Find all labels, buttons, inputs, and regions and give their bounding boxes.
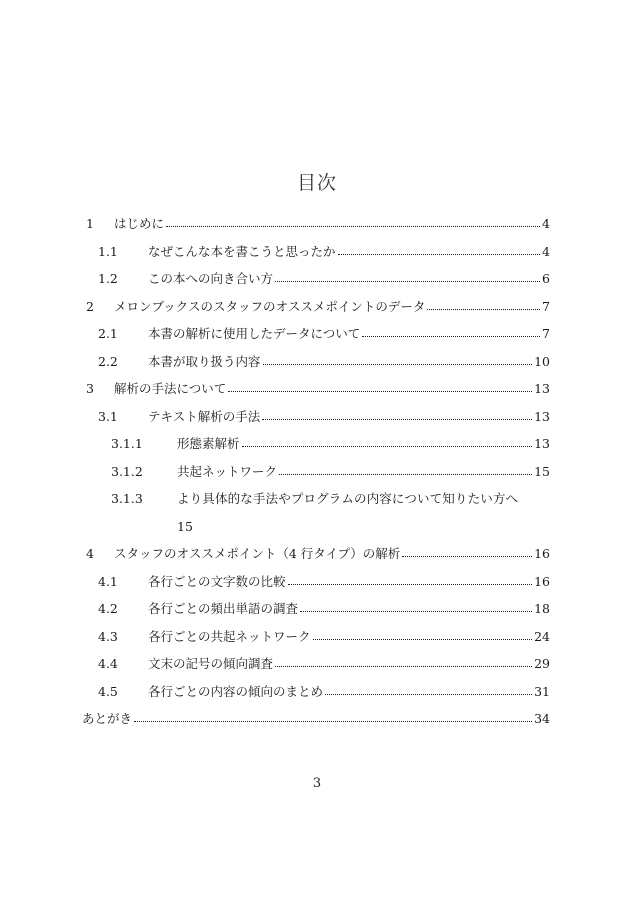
toc-entry[interactable] — [82, 705, 550, 733]
toc-entry-number: 4.5 — [98, 683, 118, 699]
toc-entry-page: 10 — [534, 353, 550, 369]
toc-entry[interactable] — [82, 650, 550, 678]
toc-entry-number: 4 — [86, 546, 94, 561]
toc-leader-dots — [338, 244, 541, 256]
toc-entry-number: 4.3 — [98, 628, 118, 644]
toc-entry-page: 29 — [534, 656, 550, 671]
toc-entry-title: メロンブックスのスタッフのオススメポイントのデータ — [114, 298, 426, 314]
toc-entry-line — [148, 568, 550, 596]
toc-entry[interactable] — [82, 320, 550, 348]
toc-entry-number: 3.1.2 — [111, 463, 143, 479]
toc-entry-title: テキスト解析の手法 — [148, 408, 261, 424]
toc-entry-page: 16 — [534, 546, 550, 561]
toc-entry[interactable] — [82, 210, 550, 238]
toc-entry-number: 2.1 — [98, 326, 118, 341]
toc-entry-page: 16 — [534, 573, 550, 589]
toc-entry-title: 各行ごとの共起ネットワーク — [148, 628, 311, 644]
toc-entry-title: この本への向き合い方 — [148, 271, 274, 286]
toc-entry-number: 1.1 — [98, 243, 118, 259]
toc-entry-number: 4.4 — [98, 656, 118, 671]
toc-entry-title: より具体的な手法やプログラムの内容について知りたい方へ — [177, 491, 519, 506]
toc-leader-dots — [166, 216, 540, 228]
toc-entry[interactable] — [82, 265, 550, 293]
toc-entry-line — [148, 595, 550, 623]
toc-entry-number: 3.1.3 — [111, 491, 143, 506]
toc-leader-dots — [242, 436, 533, 448]
toc-leader-dots — [279, 464, 532, 476]
toc-entry[interactable] — [82, 458, 550, 486]
toc-entry-number: 3.1.1 — [111, 436, 143, 451]
toc-entry-page: 13 — [534, 381, 550, 396]
toc-entry-page: 6 — [542, 271, 550, 286]
toc-entry-line — [148, 238, 550, 266]
toc-entry-page: 7 — [542, 326, 550, 341]
toc-leader-dots — [228, 381, 532, 393]
toc-leader-dots — [300, 601, 532, 613]
toc-entry-title: なぜこんな本を書こうと思ったか — [148, 243, 336, 259]
toc-leader-dots — [275, 656, 532, 668]
toc-entry-number: 1 — [86, 216, 94, 231]
toc-leader-dots — [262, 409, 532, 421]
toc-entry-page: 13 — [534, 436, 550, 451]
toc-entry-line — [148, 348, 550, 376]
toc-entry-line — [148, 320, 550, 348]
toc-entry-page: 18 — [534, 601, 550, 616]
toc-leader-dots — [263, 354, 533, 366]
toc-entry-page: 7 — [542, 298, 550, 314]
toc-entry-line — [114, 210, 550, 238]
toc-leader-dots — [427, 299, 540, 311]
toc-entry-line — [148, 623, 550, 651]
toc-entry-title: 各行ごとの文字数の比較 — [148, 573, 286, 589]
toc-leader-dots — [134, 711, 532, 723]
toc-entry-title: 本書が取り扱う内容 — [148, 353, 261, 369]
toc-entry-line — [177, 458, 550, 486]
toc-entry[interactable] — [82, 238, 550, 266]
toc-entry-line — [148, 403, 550, 431]
toc-entry[interactable] — [82, 375, 550, 403]
toc-entry-number: 1.2 — [98, 271, 118, 286]
toc-leader-dots — [288, 574, 533, 586]
toc-entry[interactable] — [82, 540, 550, 568]
toc-entry-number: 3.1 — [98, 408, 118, 424]
toc-entry-title: 文末の記号の傾向調査 — [148, 656, 274, 671]
toc-entry[interactable] — [82, 623, 550, 651]
toc-entry-title: 解析の手法について — [114, 381, 227, 396]
page-title: 目次 — [296, 172, 337, 194]
toc-entry-title: はじめに — [114, 216, 165, 231]
toc-entry-title: 共起ネットワーク — [177, 463, 278, 479]
page-number: 3 — [312, 776, 322, 791]
toc-entry[interactable] — [82, 403, 550, 431]
toc-leader-dots — [402, 546, 532, 558]
toc-entry-page: 15 — [177, 518, 193, 534]
toc-entry[interactable] — [82, 678, 550, 706]
toc-entry[interactable] — [82, 595, 550, 623]
toc-leader-dots — [275, 271, 540, 283]
toc-entry-number: 4.2 — [98, 601, 118, 616]
toc-entry-page: 24 — [534, 628, 550, 644]
toc-entry-line — [177, 430, 550, 458]
table-of-contents — [82, 210, 550, 733]
toc-entry-title: 本書の解析に使用したデータについて — [148, 326, 361, 341]
toc-entry-line — [148, 650, 550, 678]
toc-entry-line — [114, 540, 550, 568]
toc-entry[interactable] — [82, 348, 550, 376]
toc-entry-number: 2 — [86, 298, 94, 314]
toc-entry-line — [114, 375, 550, 403]
toc-leader-dots — [362, 326, 540, 338]
toc-leader-dots — [325, 684, 532, 696]
toc-entry-line — [148, 678, 550, 706]
toc-entry-title: 形態素解析 — [177, 436, 240, 451]
toc-entry-page: 4 — [542, 243, 550, 259]
toc-leader-dots — [313, 629, 533, 641]
toc-entry-line — [82, 705, 550, 733]
toc-entry[interactable] — [82, 430, 550, 458]
toc-entry-page: 15 — [534, 463, 550, 479]
toc-entry-page: 4 — [542, 216, 550, 231]
toc-entry[interactable] — [82, 293, 550, 321]
toc-entry-line — [148, 265, 550, 293]
toc-entry-page: 31 — [534, 683, 550, 699]
toc-entry-number: 3 — [86, 381, 94, 396]
toc-entry-title: 各行ごとの頻出単語の調査 — [148, 601, 299, 616]
toc-entry-page: 13 — [534, 408, 550, 424]
toc-entry-number: 2.2 — [98, 353, 118, 369]
toc-entry[interactable] — [82, 568, 550, 596]
toc-entry-title: 各行ごとの内容の傾向のまとめ — [148, 683, 324, 699]
toc-entry-number: 4.1 — [98, 573, 118, 589]
toc-entry-line — [114, 293, 550, 321]
toc-entry-page: 34 — [534, 711, 550, 726]
toc-entry[interactable] — [82, 485, 550, 540]
toc-entry-title: あとがき — [82, 711, 133, 726]
toc-entry-title: スタッフのオススメポイント（4 行タイプ）の解析 — [114, 546, 401, 561]
